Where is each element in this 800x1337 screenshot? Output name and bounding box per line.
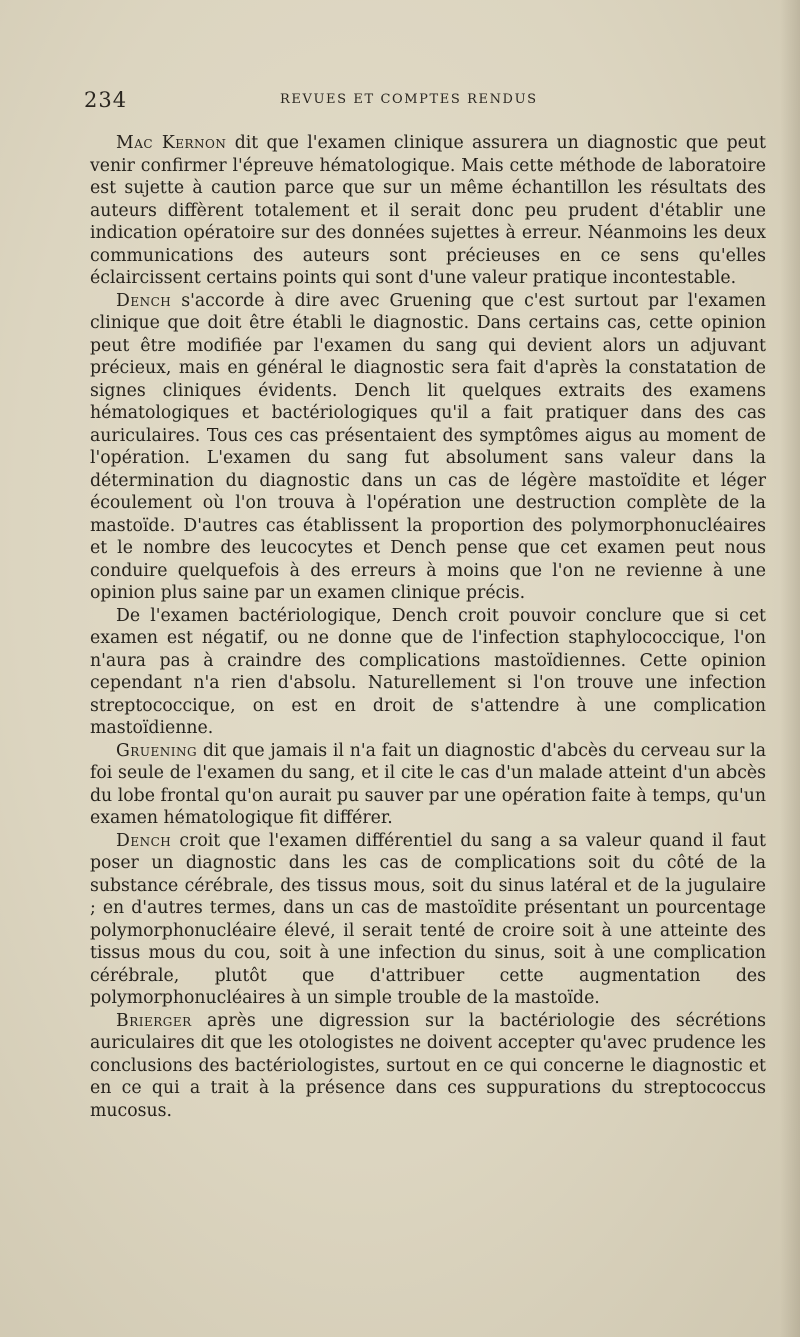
paragraph-text: De l'examen bactériologique, Dench croit pouvoir conclure que si cet examen est négatif, ou ne donne que de l'infection staphylococcique, l'on n'aura pas à craindre des complications mastoïdiennes. Cette opinion cependant n'a rien d'absolu. Naturellement si l'on trouve une infection streptococcique, on est en droit de s'attendre à une complication mastoïdienne. xyxy=(90,605,766,738)
author-name: Brierger xyxy=(116,1010,192,1031)
paragraph-bacteriology xyxy=(90,605,766,740)
running-header xyxy=(84,88,766,118)
author-name: Dench xyxy=(116,290,172,311)
paragraph-brierger xyxy=(90,1010,766,1123)
paragraph-dench-2 xyxy=(90,830,766,1010)
paragraph-text: dit que jamais il n'a fait un diagnostic d'abcès du cerveau sur la foi seule de l'examen du sang, et il cite le cas d'un malade atteint d'un abcès du lobe frontal qu'on aurait pu sauver par une opération faite à temps, qu'un examen hématologique fit différer. xyxy=(90,740,766,828)
running-title: REVUES ET COMPTES RENDUS xyxy=(280,92,538,107)
paragraph-dench-1 xyxy=(90,290,766,605)
article-body xyxy=(90,132,766,1122)
paragraph-text: s'accorde à dire avec Gruening que c'est surtout par l'examen clinique que doit être établi le diagnostic. Dans certains cas, cette opinion peut être modifiée par l'examen du sang qui devient alors un adjuvant précieux, mais en général le diagnostic sera fait d'après la constatation de signes cliniques évidents. Dench lit quelques extraits des examens hématologiques et bactériologiques qu'il a fait pratiquer dans des cas auriculaires. Tous ces cas présentaient des symptômes aigus au moment de l'opération. L'examen du sang fut absolument sans valeur dans la détermination du diagnostic dans un cas de légère mastoïdite et léger écoulement où l'on trouva à l'opération une destruction complète de la mastoïde. D'autres cas établissent la proportion des polymorphonucléaires et le nombre des leucocytes et Dench pense que cet examen peut nous conduire quelquefois à des erreurs à moins que l'on ne revienne à une opinion plus saine par un examen clinique précis. xyxy=(90,290,766,603)
author-name: Gruening xyxy=(116,740,198,761)
page-number: 234 xyxy=(84,88,128,112)
paragraph-text: après une digression sur la bactériologie des sécrétions auriculaires dit que les otologistes ne doivent accepter qu'avec prudence les conclusions des bactériologistes, surtout en ce qui concerne le diagnostic et en ce qui a trait à la présence dans ces suppurations du streptococcus mucosus. xyxy=(90,1010,766,1121)
paragraph-text: dit que l'examen clinique assurera un diagnostic que peut venir confirmer l'épreuve hématologique. Mais cette méthode de laboratoire est sujette à caution parce que sur un même échantillon les résultats des auteurs diffèrent totalement et il serait donc peu prudent d'établir une indication opératoire sur des données sujettes à erreur. Néanmoins les deux communications des auteurs sont précieuses en ce sens qu'elles éclaircissent certains points qui sont d'une valeur pratique incontestable. xyxy=(90,133,766,288)
paragraph-text: croit que l'examen différentiel du sang a sa valeur quand il faut poser un diagnostic dans les cas de complications soit du côté de la substance cérébrale, des tissus mous, soit du sinus latéral et de la jugulaire ; en d'autres termes, dans un cas de mastoïdite présentant un pourcentage polymorphonucléaire élevé, il serait tenté de croire soit à une atteinte des tissus mous du cou, soit à une infection du sinus, soit à une complication cérébrale, plutôt que d'attribuer cette augmentation des polymorphonucléaires à un simple trouble de la mastoïde. xyxy=(90,830,766,1008)
paragraph-gruening xyxy=(90,740,766,830)
author-name: Dench xyxy=(116,830,172,851)
author-name: Mac Kernon xyxy=(116,133,227,153)
page-edge-shadow xyxy=(780,0,800,1337)
paragraph-mac-kernon xyxy=(90,132,766,290)
